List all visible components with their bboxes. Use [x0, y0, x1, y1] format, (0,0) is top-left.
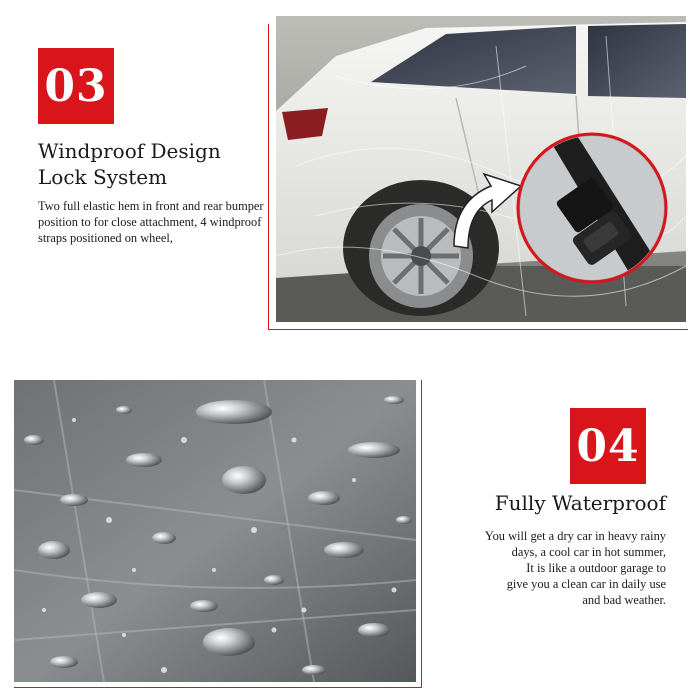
car-cover-illustration	[276, 16, 686, 322]
section-description-waterproof	[431, 528, 666, 608]
title-line-2: Lock System	[38, 165, 168, 189]
section-number: 03	[44, 60, 108, 112]
section-number-badge-04	[570, 408, 646, 484]
section-title-waterproof: Fully Waterproof	[494, 491, 666, 515]
water-droplets-illustration	[14, 380, 416, 682]
section-description-windproof: Two full elastic hem in front and rear bumper position to for close attachment, 4 windproof straps positioned on wheel,	[38, 199, 264, 245]
description-line: give you a clean car in daily use	[506, 577, 666, 591]
description-line: and bad weather.	[582, 593, 666, 607]
waterproof-droplets-photo	[14, 380, 416, 682]
section-number: 04	[576, 420, 640, 472]
title-line-1: Windproof Design	[38, 139, 221, 163]
section-title-windproof	[38, 138, 268, 190]
car-cover-photo	[276, 16, 686, 322]
description-line: You will get a dry car in heavy rainy	[484, 529, 666, 543]
description-line: days, a cool car in hot summer,	[511, 545, 666, 559]
section-number-badge-03	[38, 48, 114, 124]
description-line: It is like a outdoor garage to	[526, 561, 666, 575]
